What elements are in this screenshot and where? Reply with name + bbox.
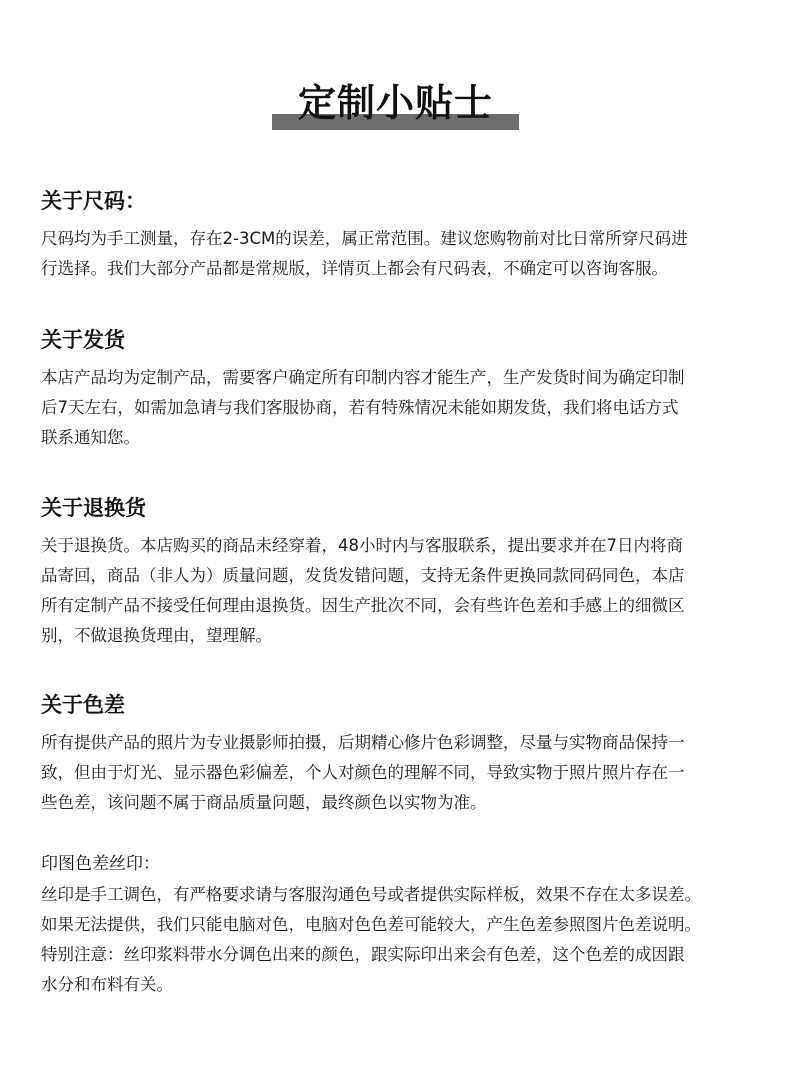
text-line: 行选择。我们大部分产品都是常规版，详情页上都会有尺码表，不确定可以咨询客服。 (41, 259, 668, 278)
text-line: 本店产品均为定制产品，需要客户确定所有印制内容才能生产，生产发货时间为确定印制 (41, 368, 685, 387)
text-line: 些色差，该问题不属于商品质量问题，最终颜色以实物为准。 (41, 793, 487, 812)
section-body-silkscreen (41, 880, 761, 1000)
section-body-shipping (41, 363, 761, 453)
section-body-size (41, 224, 761, 284)
text-line: 丝印是手工调色，有严格要求请与客服沟通色号或者提供实际样板，效果不存在太多误差。 (41, 885, 701, 904)
section-silkscreen (41, 850, 761, 1000)
text-line: 后7天左右，如需加急请与我们客服协商，若有特殊情况未能如期发货，我们将电话方式 (41, 398, 679, 417)
section-returns (41, 493, 761, 651)
section-heading-shipping: 关于发货 (41, 328, 125, 352)
section-size (41, 186, 761, 284)
text-line: 特别注意：丝印浆料带水分调色出来的颜色，跟实际印出来会有色差，这个色差的成因跟 (41, 945, 685, 964)
text-line: 所有定制产品不接受任何理由退换货。因生产批次不同，会有些许色差和手感上的细微区 (41, 596, 685, 615)
text-line: 关于退换货。本店购买的商品未经穿着，48小时内与客服联系，提出要求并在7日内将商 (41, 536, 683, 555)
section-body-color (41, 728, 761, 818)
text-line: 所有提供产品的照片为专业摄影师拍摄，后期精心修片色彩调整，尽量与实物商品保持一 (41, 733, 685, 752)
text-line: 尺码均为手工测量，存在2-3CM的误差，属正常范围。建议您购物前对比日常所穿尺码进 (41, 229, 688, 248)
section-heading-silkscreen: 印图色差丝印： (41, 854, 160, 874)
section-color-difference (41, 690, 761, 818)
title-block (272, 76, 519, 132)
section-body-returns (41, 531, 761, 651)
text-line: 别，不做退换货理由，望理解。 (41, 626, 272, 645)
text-line: 如果无法提供，我们只能电脑对色，电脑对色色差可能较大，产生色差参照图片色差说明。 (41, 915, 701, 934)
text-line: 联系通知您。 (41, 428, 140, 447)
text-line: 致，但由于灯光、显示器色彩偏差，个人对颜色的理解不同，导致实物于照片照片存在一 (41, 763, 685, 782)
section-shipping (41, 325, 761, 453)
section-heading-size: 关于尺码： (41, 189, 146, 213)
section-heading-color: 关于色差 (41, 693, 125, 717)
text-line: 品寄回，商品（非人为）质量问题，发货发错问题，支持无条件更换同款同码同色，本店 (41, 566, 685, 585)
section-heading-returns: 关于退换货 (41, 496, 146, 520)
page-title: 定制小贴士 (297, 81, 493, 125)
text-line: 水分和布料有关。 (41, 975, 173, 994)
